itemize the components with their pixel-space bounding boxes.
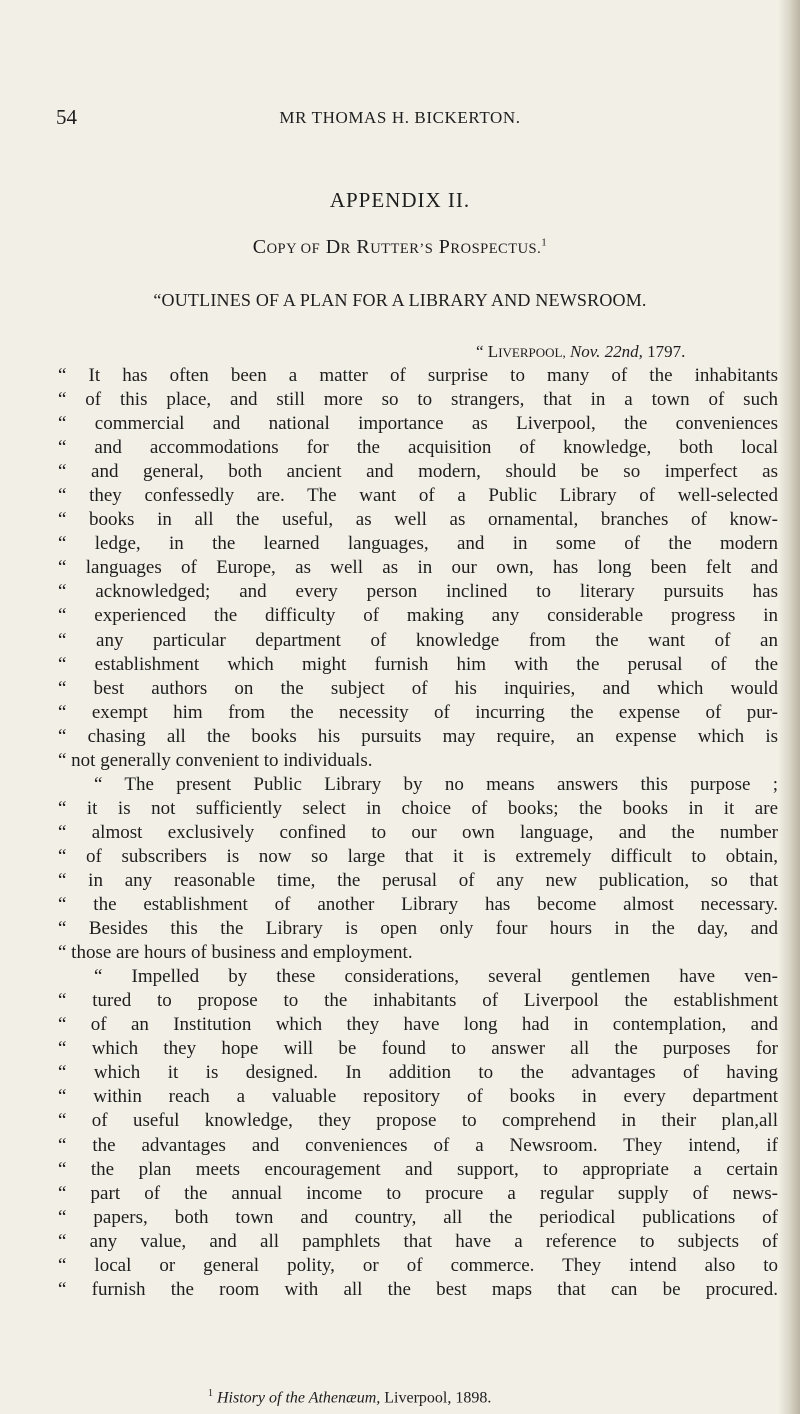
appendix-heading: APPENDIX II. [329,188,471,212]
body-line: “ part of the annual income to procure a regular supply of news- [58,1182,778,1204]
footnote-rest: Liverpool, 1898. [384,1389,492,1407]
body-line: “ in any reasonable time, the perusal of any new publication, so that [58,869,778,891]
body-line: “ Impelled by these considerations, several gentlemen have ven- [94,966,778,988]
body-line: “ of an Institution which they have long had in contemplation, and [58,1014,778,1036]
copy-cap-d: D [325,236,341,258]
copy-heading [0,236,800,259]
footnote-ref: 1 [541,236,548,249]
body-line: “ chasing all the books his pursuits may require, an expense which is [58,725,778,747]
body-line: “ almost exclusively confined to our own language, and the number [58,821,778,843]
body-line: “ papers, both town and country, all the periodical publications of [58,1206,778,1228]
copy-cap-c: C [252,236,267,258]
copy-cap-r: R [356,236,371,258]
copy-rest-r: R [340,241,351,257]
body-line: “ of this place, and still more so to strangers, that in a town of such [58,389,778,411]
running-title: MR THOMAS H. BICKERTON. [279,108,521,127]
dateline-day: 22nd, [604,342,643,361]
body-line: “ best authors on the subject of his inquiries, and which would [58,677,778,699]
body-line: “ experienced the difficulty of making any considerable progress in [58,605,778,627]
dateline-city-cap: L [487,342,499,361]
copy-rest-utters: UTTER’S [370,241,434,257]
dateline-month: Nov. [569,342,601,361]
footnote-marker: 1 [208,1388,213,1399]
body-line: “ establishment which might furnish him with the perusal of the [58,653,778,675]
body-line: “ and general, both ancient and modern, should be so imperfect as [58,461,778,483]
body-line: “ the advantages and conveniences of a Newsroom. They intend, if [58,1134,778,1156]
body-line: “ which it is designed. In addition to the advantages of having [58,1062,778,1084]
body-line: “ of subscribers is now so large that it is extremely difficult to obtain, [58,845,778,867]
body-line: “ any value, and all pamphlets that have a reference to subjects of [58,1230,778,1252]
copy-rest-opy-of: OPY OF [266,241,321,257]
page-number: 54 [56,105,77,129]
body-line: “ within reach a valuable repository of books in every department [58,1086,778,1108]
body-line: “ tured to propose to the inhabitants of Liverpool the establishment [58,990,778,1012]
dateline-city-rest: IVERPOOL, [498,345,566,360]
copy-rest-rospectus: ROSPECTUS. [450,241,542,257]
body-line: “ it is not sufficiently select in choice of books; the books in it are [58,797,778,819]
dateline [476,342,685,362]
body-line: “ books in all the useful, as well as ornamental, branches of know- [58,509,778,531]
copy-cap-p: P [438,236,451,258]
body-line: “ The present Public Library by no means answers this purpose ; [94,773,778,795]
body-line: “ exempt him from the necessity of incurring the expense of pur- [58,701,778,723]
body-line: “ of useful knowledge, they propose to comprehend in their plan,all [58,1110,778,1132]
body-line: “ ledge, in the learned languages, and in some of the modern [58,533,778,555]
body-line: “ not generally convenient to individuals. [58,749,373,771]
footnote [208,1388,491,1407]
body-line: “ acknowledged; and every person inclined to literary pursuits has [58,581,778,603]
body-line: “ the establishment of another Library has become almost necessary. [58,894,778,916]
body-line: “ and accommodations for the acquisition of knowledge, both local [58,437,778,459]
body-line: “ Besides this the Library is open only four hours in the day, and [58,918,778,940]
dateline-year: 1797. [647,342,686,361]
body-line: “ those are hours of business and employment. [58,942,413,964]
body-line: “ local or general polity, or of commerce. They intend also to [58,1254,778,1276]
body-line: “ which they hope will be found to answer all the purposes for [58,1038,778,1060]
body-line: “ they confessedly are. The want of a Public Library of well-selected [58,485,778,507]
dateline-open-quote: “ [476,342,484,361]
body-text [58,364,778,1302]
body-line: “ the plan meets encouragement and support, to appropriate a certain [58,1158,778,1180]
body-line: “ furnish the room with all the best maps that can be procured. [58,1278,778,1300]
body-line: “ languages of Europe, as well as in our own, has long been felt and [58,557,778,579]
outlines-heading: “OUTLINES OF A PLAN FOR A LIBRARY AND NEWSROOM. [153,290,647,310]
body-line: “ any particular department of knowledge from the want of an [58,629,778,651]
body-line: “ commercial and national importance as Liverpool, the conveniences [58,413,778,435]
footnote-title: History of the Athenæum, [217,1389,381,1407]
body-line: “ It has often been a matter of surprise to many of the inhabitants [58,365,778,386]
